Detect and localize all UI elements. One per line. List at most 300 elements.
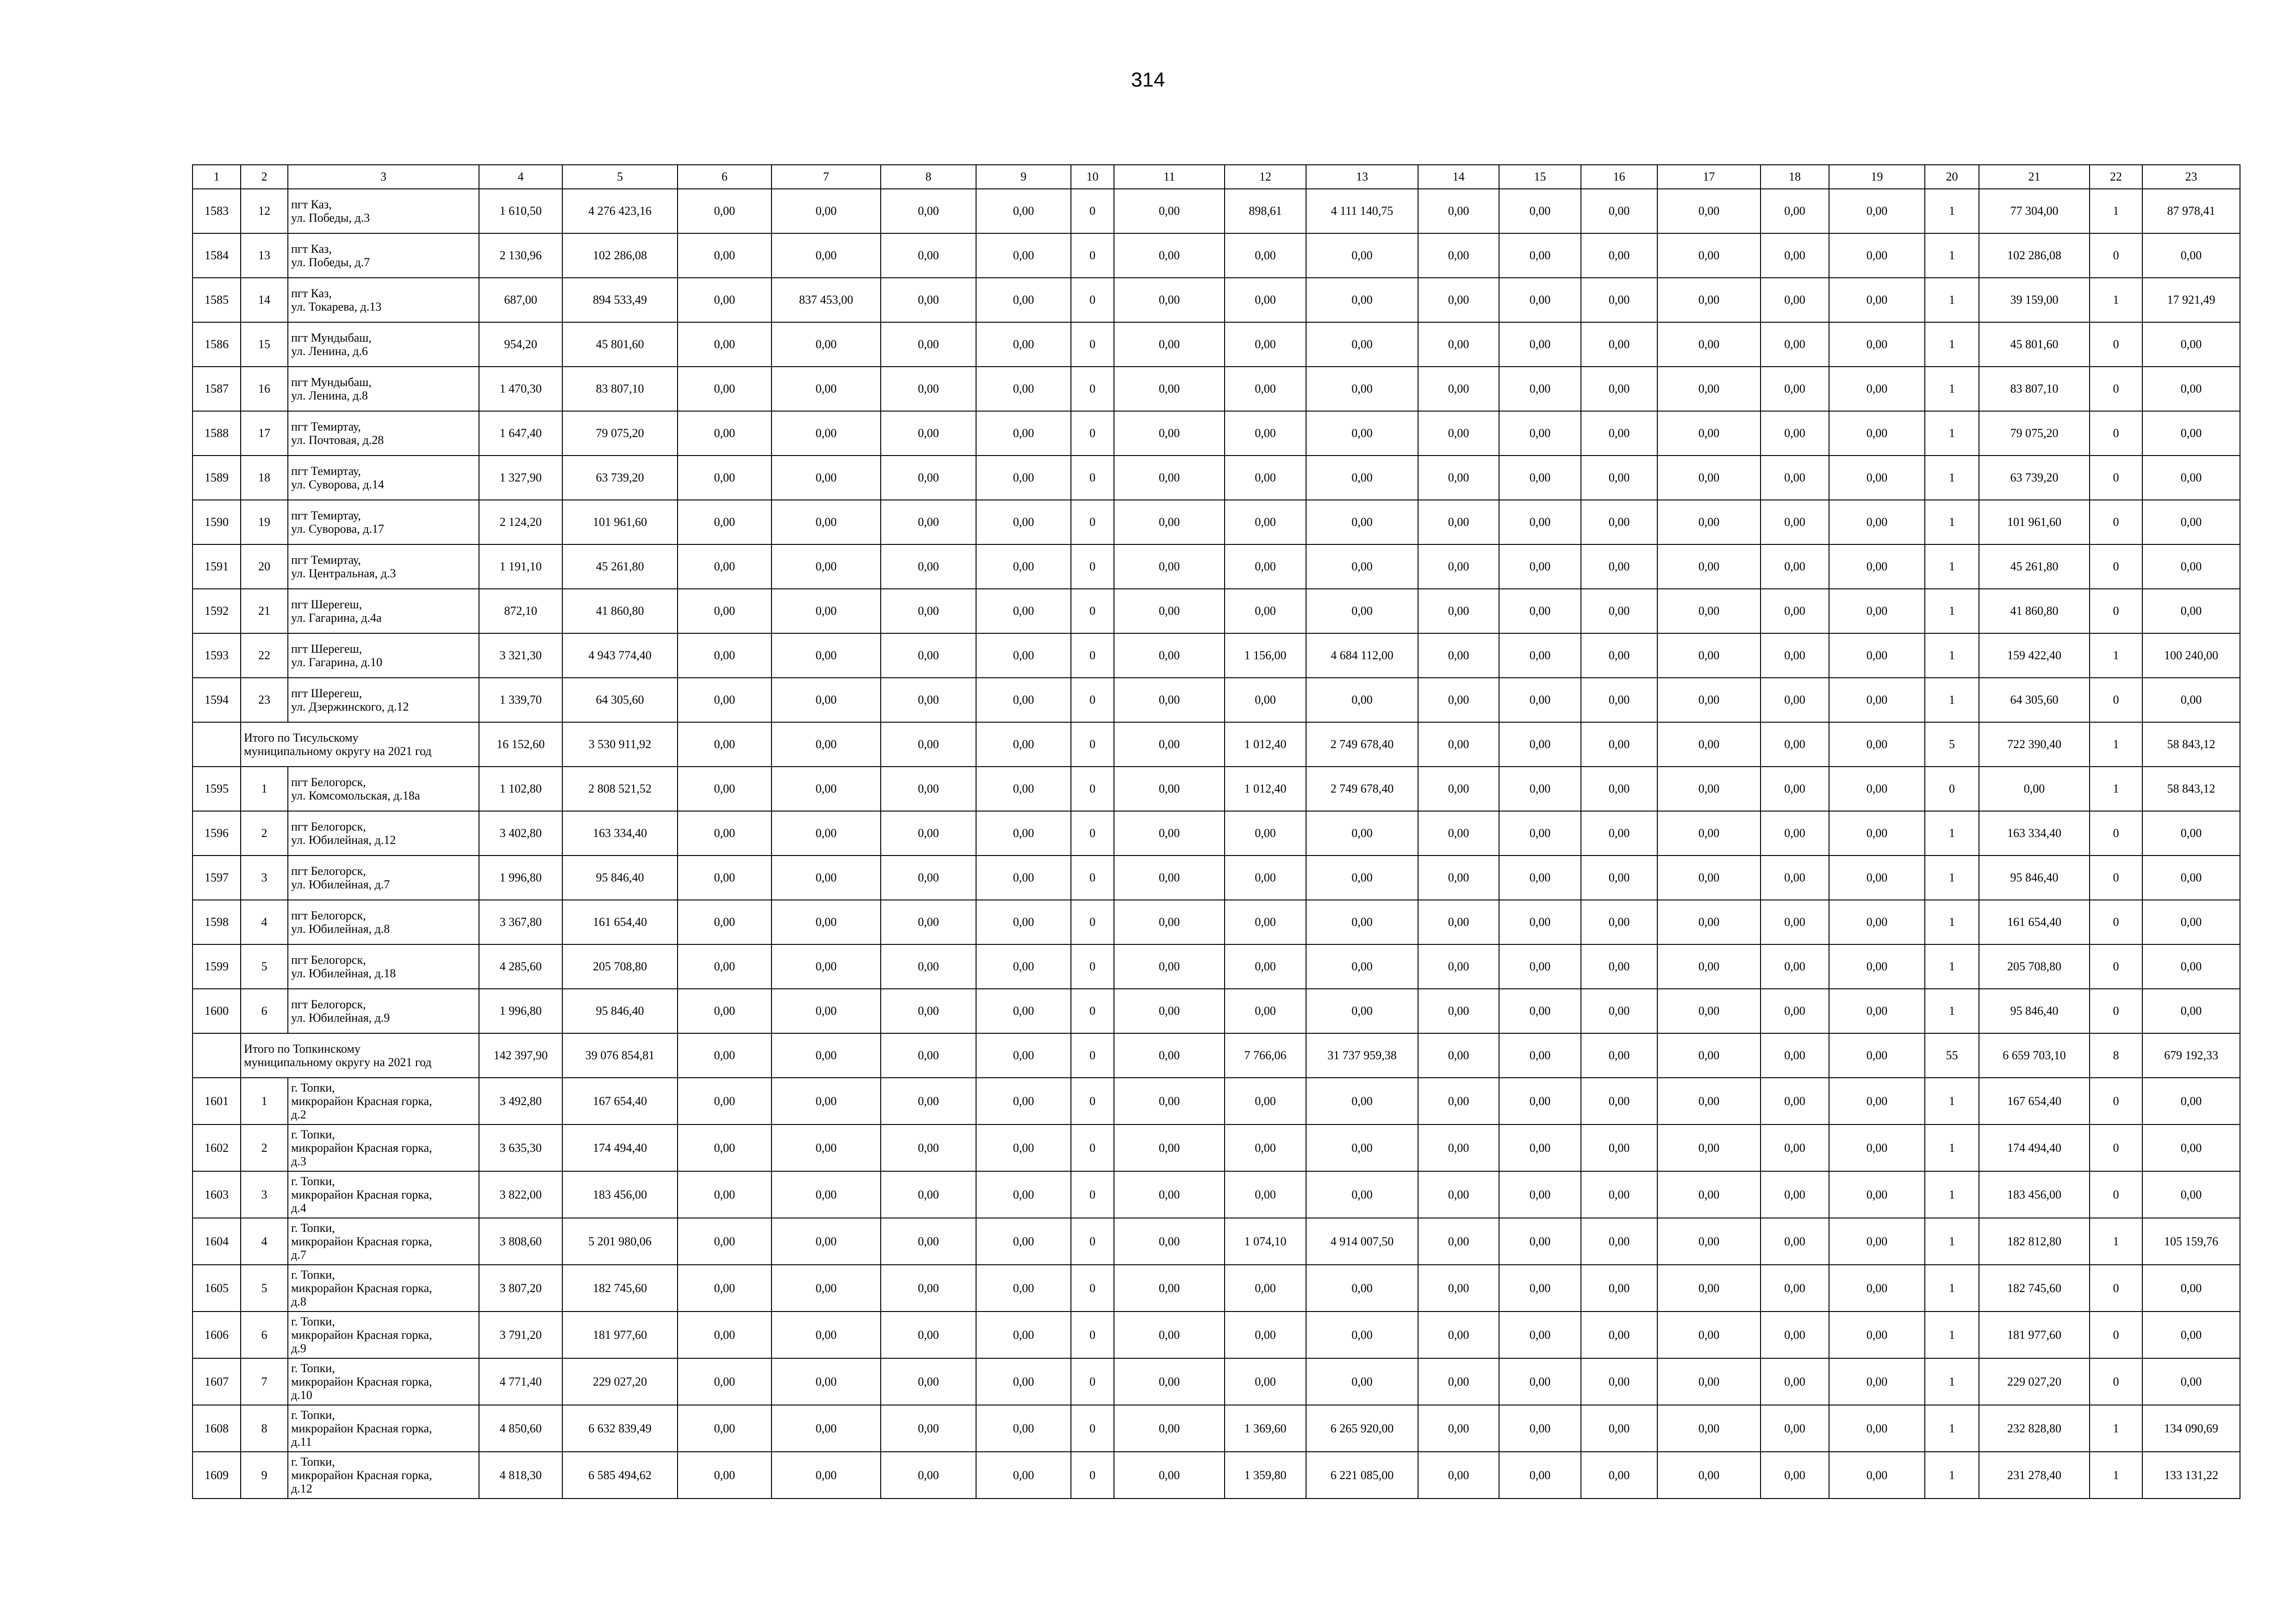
value-cell: 0,00	[1761, 633, 1829, 678]
value-cell: 0,00	[881, 1312, 976, 1358]
value-cell: 894 533,49	[562, 278, 678, 322]
value-cell: 0,00	[1306, 1312, 1418, 1358]
value-cell: 31 737 959,38	[1306, 1033, 1418, 1078]
address-line: пгт Темиртау,	[291, 464, 361, 478]
value-cell: 3 808,60	[479, 1218, 562, 1265]
address-cell	[288, 589, 479, 633]
value-cell: 0	[1071, 189, 1114, 233]
value-cell: 0	[2090, 411, 2142, 456]
value-cell: 1	[1925, 811, 1979, 856]
value-cell: 0,00	[1829, 456, 1925, 500]
value-cell: 1	[2090, 1452, 2142, 1499]
value-cell: 0	[1071, 1218, 1114, 1265]
value-cell: 0,00	[1581, 322, 1657, 367]
value-cell: 0,00	[772, 1124, 881, 1171]
address-line: ул. Ленина, д.8	[291, 389, 368, 402]
address-line: пгт Белогорск,	[291, 908, 366, 922]
sub-number: 14	[241, 278, 288, 322]
value-cell: 0	[1071, 944, 1114, 989]
value-cell: 0,00	[772, 500, 881, 544]
value-cell: 0,00	[1829, 944, 1925, 989]
sub-number: 7	[241, 1358, 288, 1405]
value-cell: 0,00	[976, 1078, 1071, 1124]
value-cell: 41 860,80	[1979, 589, 2090, 633]
value-cell: 0,00	[678, 856, 772, 900]
value-cell: 0,00	[976, 856, 1071, 900]
value-cell: 0,00	[1581, 189, 1657, 233]
value-cell: 679 192,33	[2142, 1033, 2240, 1078]
value-cell: 1 610,50	[479, 189, 562, 233]
value-cell: 0,00	[1499, 544, 1581, 589]
value-cell: 0,00	[1418, 944, 1499, 989]
value-cell: 0	[1071, 411, 1114, 456]
table-row	[193, 1078, 2240, 1124]
value-cell: 87 978,41	[2142, 189, 2240, 233]
address-line: пгт Белогорск,	[291, 953, 366, 967]
value-cell: 0,00	[2142, 989, 2240, 1033]
table-row	[193, 278, 2240, 322]
row-number: 1600	[193, 989, 241, 1033]
value-cell: 6 585 494,62	[562, 1452, 678, 1499]
column-number: 8	[881, 165, 976, 189]
value-cell: 182 745,60	[1979, 1265, 2090, 1312]
value-cell: 0,00	[772, 944, 881, 989]
row-number: 1603	[193, 1171, 241, 1218]
address-line: пгт Шерегеш,	[291, 686, 362, 700]
address-line: пгт Каз,	[291, 242, 332, 256]
data-table	[192, 164, 2240, 1499]
column-number: 21	[1979, 165, 2090, 189]
value-cell: 101 961,60	[1979, 500, 2090, 544]
value-cell: 0,00	[1761, 1033, 1829, 1078]
value-cell: 0,00	[1581, 944, 1657, 989]
value-cell: 0,00	[1225, 1078, 1306, 1124]
value-cell: 0,00	[1581, 989, 1657, 1033]
value-cell: 0,00	[1499, 1265, 1581, 1312]
value-cell: 0,00	[1499, 989, 1581, 1033]
value-cell: 1 359,80	[1225, 1452, 1306, 1499]
value-cell: 0,00	[881, 722, 976, 767]
value-cell: 0,00	[772, 1218, 881, 1265]
sub-number: 20	[241, 544, 288, 589]
value-cell: 0,00	[1657, 189, 1761, 233]
value-cell: 0,00	[881, 544, 976, 589]
value-cell: 63 739,20	[1979, 456, 2090, 500]
value-cell: 0,00	[881, 500, 976, 544]
address-line: г. Топки,	[291, 1127, 335, 1141]
value-cell: 45 801,60	[562, 322, 678, 367]
value-cell: 0,00	[1657, 500, 1761, 544]
value-cell: 0,00	[1761, 322, 1829, 367]
sub-number: 16	[241, 367, 288, 411]
value-cell: 182 812,80	[1979, 1218, 2090, 1265]
value-cell: 0,00	[2142, 811, 2240, 856]
address-cell	[288, 411, 479, 456]
value-cell: 0,00	[1499, 900, 1581, 944]
value-cell: 1 327,90	[479, 456, 562, 500]
value-cell: 0,00	[772, 1171, 881, 1218]
value-cell: 0,00	[678, 678, 772, 722]
address-line: ул. Центральная, д.3	[291, 567, 396, 580]
value-cell: 0	[2090, 322, 2142, 367]
row-number: 1604	[193, 1218, 241, 1265]
value-cell: 1	[1925, 1124, 1979, 1171]
address-line: г. Топки,	[291, 1361, 335, 1375]
value-cell: 0,00	[772, 811, 881, 856]
row-number: 1585	[193, 278, 241, 322]
value-cell: 0,00	[1418, 722, 1499, 767]
value-cell: 0,00	[1418, 233, 1499, 278]
value-cell: 0,00	[1114, 322, 1225, 367]
value-cell: 0,00	[772, 1358, 881, 1405]
address-line: г. Топки,	[291, 1174, 335, 1188]
value-cell: 1	[1925, 589, 1979, 633]
row-number: 1588	[193, 411, 241, 456]
address-line: ул. Ленина, д.6	[291, 344, 368, 358]
sub-number: 3	[241, 1171, 288, 1218]
value-cell: 0,00	[1306, 367, 1418, 411]
value-cell: 0,00	[1829, 1033, 1925, 1078]
sub-number: 2	[241, 1124, 288, 1171]
value-cell: 0,00	[1499, 722, 1581, 767]
row-number: 1591	[193, 544, 241, 589]
value-cell: 0,00	[1581, 633, 1657, 678]
value-cell: 1	[1925, 1452, 1979, 1499]
column-number: 19	[1829, 165, 1925, 189]
value-cell: 0,00	[678, 456, 772, 500]
address-line: г. Топки,	[291, 1408, 335, 1422]
value-cell: 58 843,12	[2142, 722, 2240, 767]
sub-number: 23	[241, 678, 288, 722]
value-cell: 0	[1071, 500, 1114, 544]
sub-number: 19	[241, 500, 288, 544]
value-cell: 0,00	[1657, 1312, 1761, 1358]
subtotal-label-line: муниципальному округу на 2021 год	[244, 744, 432, 758]
value-cell: 0,00	[1418, 767, 1499, 811]
column-number: 1	[193, 165, 241, 189]
address-cell	[288, 944, 479, 989]
value-cell: 3 635,30	[479, 1124, 562, 1171]
value-cell: 0,00	[1499, 1452, 1581, 1499]
value-cell: 0,00	[772, 411, 881, 456]
value-cell: 0,00	[1225, 856, 1306, 900]
value-cell: 0,00	[1114, 233, 1225, 278]
address-cell	[288, 767, 479, 811]
value-cell: 0,00	[1306, 589, 1418, 633]
value-cell: 0,00	[1418, 1405, 1499, 1452]
value-cell: 0	[1925, 767, 1979, 811]
value-cell: 0,00	[1761, 678, 1829, 722]
value-cell: 77 304,00	[1979, 189, 2090, 233]
value-cell: 0,00	[1499, 944, 1581, 989]
value-cell: 0,00	[1499, 811, 1581, 856]
value-cell: 0,00	[1829, 411, 1925, 456]
column-number: 13	[1306, 165, 1418, 189]
column-number: 18	[1761, 165, 1829, 189]
value-cell: 0,00	[881, 456, 976, 500]
value-cell: 0,00	[1581, 1405, 1657, 1452]
value-cell: 0,00	[1761, 900, 1829, 944]
address-line: микрорайон Красная горка,	[291, 1094, 432, 1108]
value-cell: 55	[1925, 1033, 1979, 1078]
value-cell: 0	[1071, 1358, 1114, 1405]
row-number: 1595	[193, 767, 241, 811]
value-cell: 0,00	[1499, 1171, 1581, 1218]
row-number: 1590	[193, 500, 241, 544]
value-cell: 8	[2090, 1033, 2142, 1078]
value-cell: 0,00	[1829, 1312, 1925, 1358]
column-number: 14	[1418, 165, 1499, 189]
value-cell: 0,00	[1581, 1078, 1657, 1124]
value-cell: 167 654,40	[562, 1078, 678, 1124]
value-cell: 0,00	[976, 278, 1071, 322]
value-cell: 1	[1925, 856, 1979, 900]
value-cell: 0,00	[1761, 1078, 1829, 1124]
address-line: пгт Белогорск,	[291, 997, 366, 1011]
row-number: 1583	[193, 189, 241, 233]
value-cell: 0,00	[1829, 1171, 1925, 1218]
value-cell: 134 090,69	[2142, 1405, 2240, 1452]
value-cell: 0,00	[1418, 989, 1499, 1033]
value-cell: 0	[2090, 1124, 2142, 1171]
value-cell: 0,00	[976, 811, 1071, 856]
value-cell: 0,00	[1829, 722, 1925, 767]
value-cell: 0,00	[1306, 900, 1418, 944]
value-cell: 0,00	[1829, 1358, 1925, 1405]
table-row	[193, 544, 2240, 589]
value-cell: 1 647,40	[479, 411, 562, 456]
value-cell: 0,00	[1225, 411, 1306, 456]
value-cell: 0,00	[976, 189, 1071, 233]
value-cell: 0,00	[1114, 678, 1225, 722]
value-cell: 0,00	[1306, 544, 1418, 589]
value-cell: 0,00	[1761, 456, 1829, 500]
value-cell: 0,00	[1829, 1124, 1925, 1171]
value-cell: 0,00	[678, 233, 772, 278]
value-cell: 1	[1925, 367, 1979, 411]
value-cell: 0,00	[1114, 767, 1225, 811]
row-number: 1607	[193, 1358, 241, 1405]
value-cell: 0,00	[678, 189, 772, 233]
value-cell: 161 654,40	[1979, 900, 2090, 944]
sub-number: 5	[241, 944, 288, 989]
address-line: д.7	[291, 1248, 306, 1262]
value-cell: 0,00	[1225, 233, 1306, 278]
table-row	[193, 367, 2240, 411]
value-cell: 2 130,96	[479, 233, 562, 278]
address-line: ул. Юбилейная, д.9	[291, 1011, 390, 1024]
value-cell: 0,00	[1499, 278, 1581, 322]
value-cell: 0,00	[2142, 900, 2240, 944]
row-number: 1606	[193, 1312, 241, 1358]
value-cell: 0,00	[1581, 589, 1657, 633]
value-cell: 0	[2090, 1312, 2142, 1358]
value-cell: 0,00	[1114, 633, 1225, 678]
table-row	[193, 811, 2240, 856]
sub-number: 3	[241, 856, 288, 900]
table-row	[193, 678, 2240, 722]
value-cell: 0,00	[1829, 500, 1925, 544]
sub-number: 6	[241, 989, 288, 1033]
value-cell: 0,00	[976, 1312, 1071, 1358]
value-cell: 133 131,22	[2142, 1452, 2240, 1499]
address-line: г. Топки,	[291, 1221, 335, 1235]
value-cell: 0,00	[881, 1033, 976, 1078]
value-cell: 0,00	[1829, 1218, 1925, 1265]
value-cell: 0,00	[1581, 1033, 1657, 1078]
value-cell: 45 261,80	[562, 544, 678, 589]
value-cell: 231 278,40	[1979, 1452, 2090, 1499]
table-body	[193, 165, 2240, 1499]
value-cell: 0,00	[678, 411, 772, 456]
value-cell: 0,00	[2142, 944, 2240, 989]
column-number: 4	[479, 165, 562, 189]
value-cell: 0,00	[1306, 989, 1418, 1033]
value-cell: 1	[1925, 1405, 1979, 1452]
value-cell: 163 334,40	[562, 811, 678, 856]
value-cell: 0,00	[1499, 1124, 1581, 1171]
address-line: пгт Белогорск,	[291, 775, 366, 789]
value-cell: 0	[1071, 1124, 1114, 1171]
value-cell: 0,00	[1114, 1218, 1225, 1265]
value-cell: 0,00	[881, 678, 976, 722]
column-number: 5	[562, 165, 678, 189]
value-cell: 0,00	[1499, 1218, 1581, 1265]
value-cell: 0,00	[772, 722, 881, 767]
value-cell: 0,00	[678, 944, 772, 989]
value-cell: 0,00	[1761, 722, 1829, 767]
address-line: д.2	[291, 1108, 306, 1122]
value-cell: 0,00	[1418, 544, 1499, 589]
value-cell: 0,00	[2142, 1358, 2240, 1405]
value-cell: 0,00	[1581, 278, 1657, 322]
row-number: 1609	[193, 1452, 241, 1499]
value-cell: 79 075,20	[1979, 411, 2090, 456]
value-cell: 0,00	[976, 411, 1071, 456]
address-cell	[288, 633, 479, 678]
address-line: ул. Гагарина, д.4а	[291, 611, 382, 625]
value-cell: 1	[1925, 456, 1979, 500]
value-cell: 0,00	[1418, 633, 1499, 678]
value-cell: 0,00	[976, 1358, 1071, 1405]
value-cell: 0,00	[1761, 856, 1829, 900]
value-cell: 0,00	[1306, 456, 1418, 500]
value-cell: 0,00	[976, 1218, 1071, 1265]
column-number: 7	[772, 165, 881, 189]
value-cell: 95 846,40	[1979, 989, 2090, 1033]
address-cell	[288, 1124, 479, 1171]
sub-number: 1	[241, 1078, 288, 1124]
value-cell: 0,00	[1114, 1124, 1225, 1171]
table-row	[193, 1265, 2240, 1312]
address-line: ул. Юбилейная, д.8	[291, 922, 390, 936]
row-number: 1602	[193, 1124, 241, 1171]
value-cell: 0,00	[1829, 1452, 1925, 1499]
value-cell: 0	[1071, 767, 1114, 811]
value-cell: 0,00	[976, 1405, 1071, 1452]
address-cell	[288, 544, 479, 589]
value-cell: 0,00	[1306, 1078, 1418, 1124]
value-cell: 0,00	[1418, 1218, 1499, 1265]
value-cell: 1 996,80	[479, 856, 562, 900]
value-cell: 0,00	[2142, 1312, 2240, 1358]
value-cell: 0,00	[1581, 233, 1657, 278]
value-cell: 0	[1071, 1171, 1114, 1218]
value-cell: 0	[1071, 1078, 1114, 1124]
column-number-row	[193, 165, 2240, 189]
page-number: 314	[1131, 69, 1165, 91]
value-cell: 0,00	[1225, 278, 1306, 322]
value-cell: 0,00	[1657, 233, 1761, 278]
value-cell: 79 075,20	[562, 411, 678, 456]
table-row	[193, 944, 2240, 989]
value-cell: 6 632 839,49	[562, 1405, 678, 1452]
value-cell: 0,00	[678, 1033, 772, 1078]
value-cell: 1 191,10	[479, 544, 562, 589]
value-cell: 0,00	[976, 767, 1071, 811]
address-cell	[288, 1405, 479, 1452]
value-cell: 0,00	[1306, 1265, 1418, 1312]
value-cell: 0,00	[1979, 767, 2090, 811]
value-cell: 1	[1925, 500, 1979, 544]
sub-number: 8	[241, 1405, 288, 1452]
value-cell: 45 261,80	[1979, 544, 2090, 589]
value-cell: 0,00	[1225, 900, 1306, 944]
address-cell	[288, 1218, 479, 1265]
value-cell: 4 684 112,00	[1306, 633, 1418, 678]
value-cell: 0,00	[1829, 856, 1925, 900]
address-line: д.11	[291, 1435, 312, 1449]
value-cell: 0,00	[1499, 767, 1581, 811]
value-cell: 232 828,80	[1979, 1405, 2090, 1452]
value-cell: 0,00	[1418, 1265, 1499, 1312]
table-row	[193, 456, 2240, 500]
value-cell: 95 846,40	[562, 989, 678, 1033]
address-line: д.4	[291, 1201, 306, 1215]
value-cell: 0,00	[1657, 944, 1761, 989]
value-cell: 0,00	[1114, 544, 1225, 589]
value-cell: 0,00	[1829, 767, 1925, 811]
value-cell: 64 305,60	[1979, 678, 2090, 722]
value-cell: 0,00	[881, 1265, 976, 1312]
value-cell: 0,00	[678, 1405, 772, 1452]
address-line: ул. Почтовая, д.28	[291, 433, 384, 447]
address-cell	[288, 1312, 479, 1358]
row-number: 1594	[193, 678, 241, 722]
value-cell: 0,00	[1306, 856, 1418, 900]
value-cell: 0,00	[2142, 456, 2240, 500]
table-row	[193, 633, 2240, 678]
value-cell: 0,00	[678, 1124, 772, 1171]
value-cell: 0,00	[1499, 233, 1581, 278]
value-cell: 0,00	[1499, 189, 1581, 233]
subtotal-row	[193, 722, 2240, 767]
value-cell: 0,00	[2142, 367, 2240, 411]
value-cell: 0,00	[1829, 367, 1925, 411]
row-number: 1589	[193, 456, 241, 500]
column-number: 23	[2142, 165, 2240, 189]
value-cell: 0,00	[1114, 189, 1225, 233]
address-line: д.10	[291, 1388, 312, 1402]
value-cell: 0,00	[976, 1171, 1071, 1218]
value-cell: 0,00	[772, 456, 881, 500]
value-cell: 0,00	[1761, 1358, 1829, 1405]
value-cell: 0,00	[1761, 989, 1829, 1033]
value-cell: 0,00	[1829, 811, 1925, 856]
value-cell: 0,00	[1225, 1171, 1306, 1218]
value-cell: 1	[1925, 1171, 1979, 1218]
value-cell: 0,00	[1761, 1265, 1829, 1312]
